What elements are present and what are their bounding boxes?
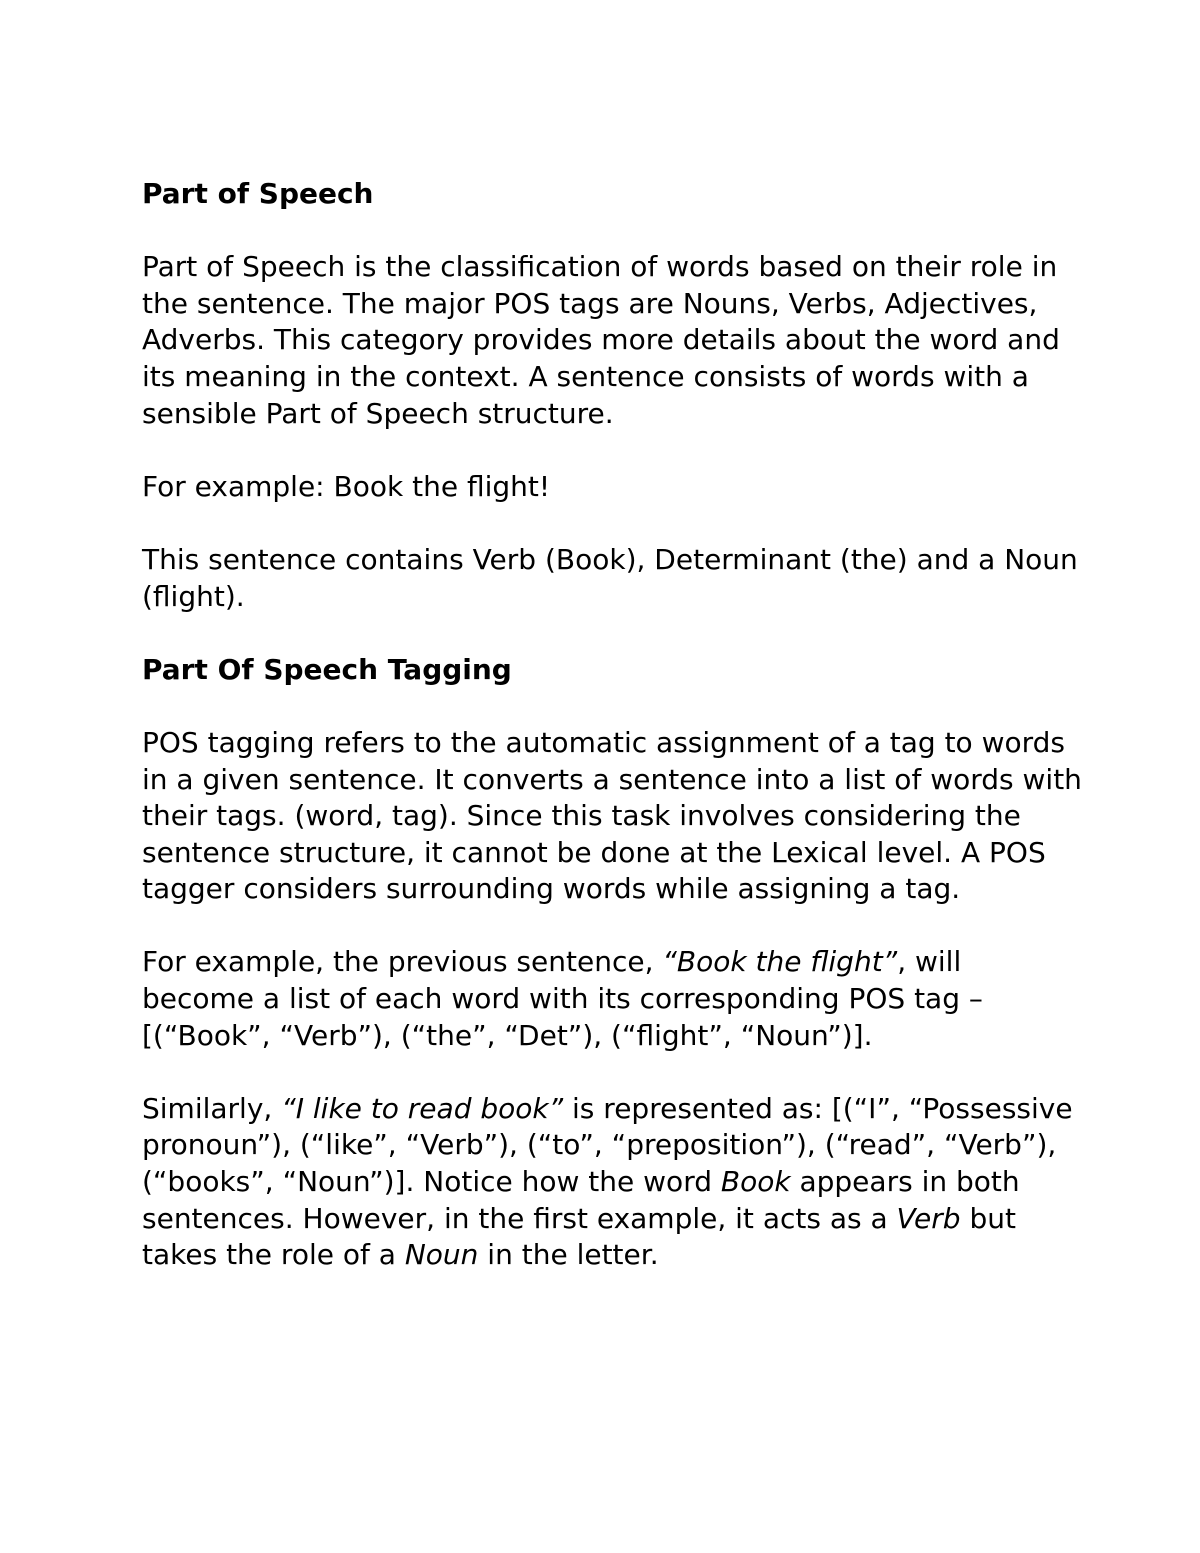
paragraph-example-explanation: This sentence contains Verb (Book), Determinant (the) and a Noun (flight). (142, 542, 1078, 613)
similarly-mid2: appears in both sentences. However, in the first example, it acts as a (142, 1165, 1020, 1235)
document-content (142, 176, 1082, 1274)
spacer (142, 615, 1082, 652)
example-suffix: , will become a list of each word with its corresponding POS tag – [(“Book”, “Verb”), (“the”, “Det”), (“flight”, “Noun”)]. (142, 945, 983, 1052)
word-noun-italic: Noun (404, 1238, 479, 1272)
similarly-middle: is represented as: [(“I”, “Possessive pronoun”), (“like”, “Verb”), (“to”, “preposition”), (“read”, “Verb”), (“books”, “Noun”)]. Notice how the word (142, 1091, 1073, 1199)
word-book-italic: Book (720, 1165, 791, 1199)
example-prefix: For example, the previous sentence, (142, 945, 663, 979)
similarly-end: in the letter. (478, 1238, 659, 1272)
similarly-quote: “I like to read book” (281, 1091, 564, 1125)
spacer (142, 213, 1082, 250)
paragraph-pos-tagging-definition: POS tagging refers to the automatic assignment of a tag to words in a given sentence. It converts a sentence into a list of words with their tags. (word, tag). Since this task involves considering the sentence structure, it cannot be done at the Lexical level. A POS tagger considers surrounding words while assigning a tag. (142, 725, 1082, 906)
spacer (142, 908, 1082, 945)
paragraph-example-sentence: For example: Book the flight! (142, 469, 551, 503)
paragraph-pos-definition: Part of Speech is the classification of words based on their role in the sentence. The major POS tags are Nouns, Verbs, Adjectives, Adverbs. This category provides more details about the word and its meaning in the context. A sentence consists of words with a sensible Part of Speech structure. (142, 250, 1060, 430)
similarly-mid3: but takes the role of a (142, 1201, 1016, 1272)
heading-part-of-speech: Part of Speech (142, 177, 374, 210)
spacer (142, 688, 1082, 725)
word-verb-italic: Verb (896, 1201, 961, 1235)
paragraph-similarly-example (142, 1091, 1082, 1274)
similarly-prefix: Similarly, (142, 1091, 282, 1125)
example-quote: “Book the flight” (662, 945, 898, 979)
spacer (142, 432, 1082, 469)
spacer (142, 505, 1082, 542)
paragraph-tagging-example (142, 944, 1082, 1054)
spacer (142, 1054, 1082, 1091)
heading-pos-tagging: Part Of Speech Tagging (142, 652, 512, 686)
